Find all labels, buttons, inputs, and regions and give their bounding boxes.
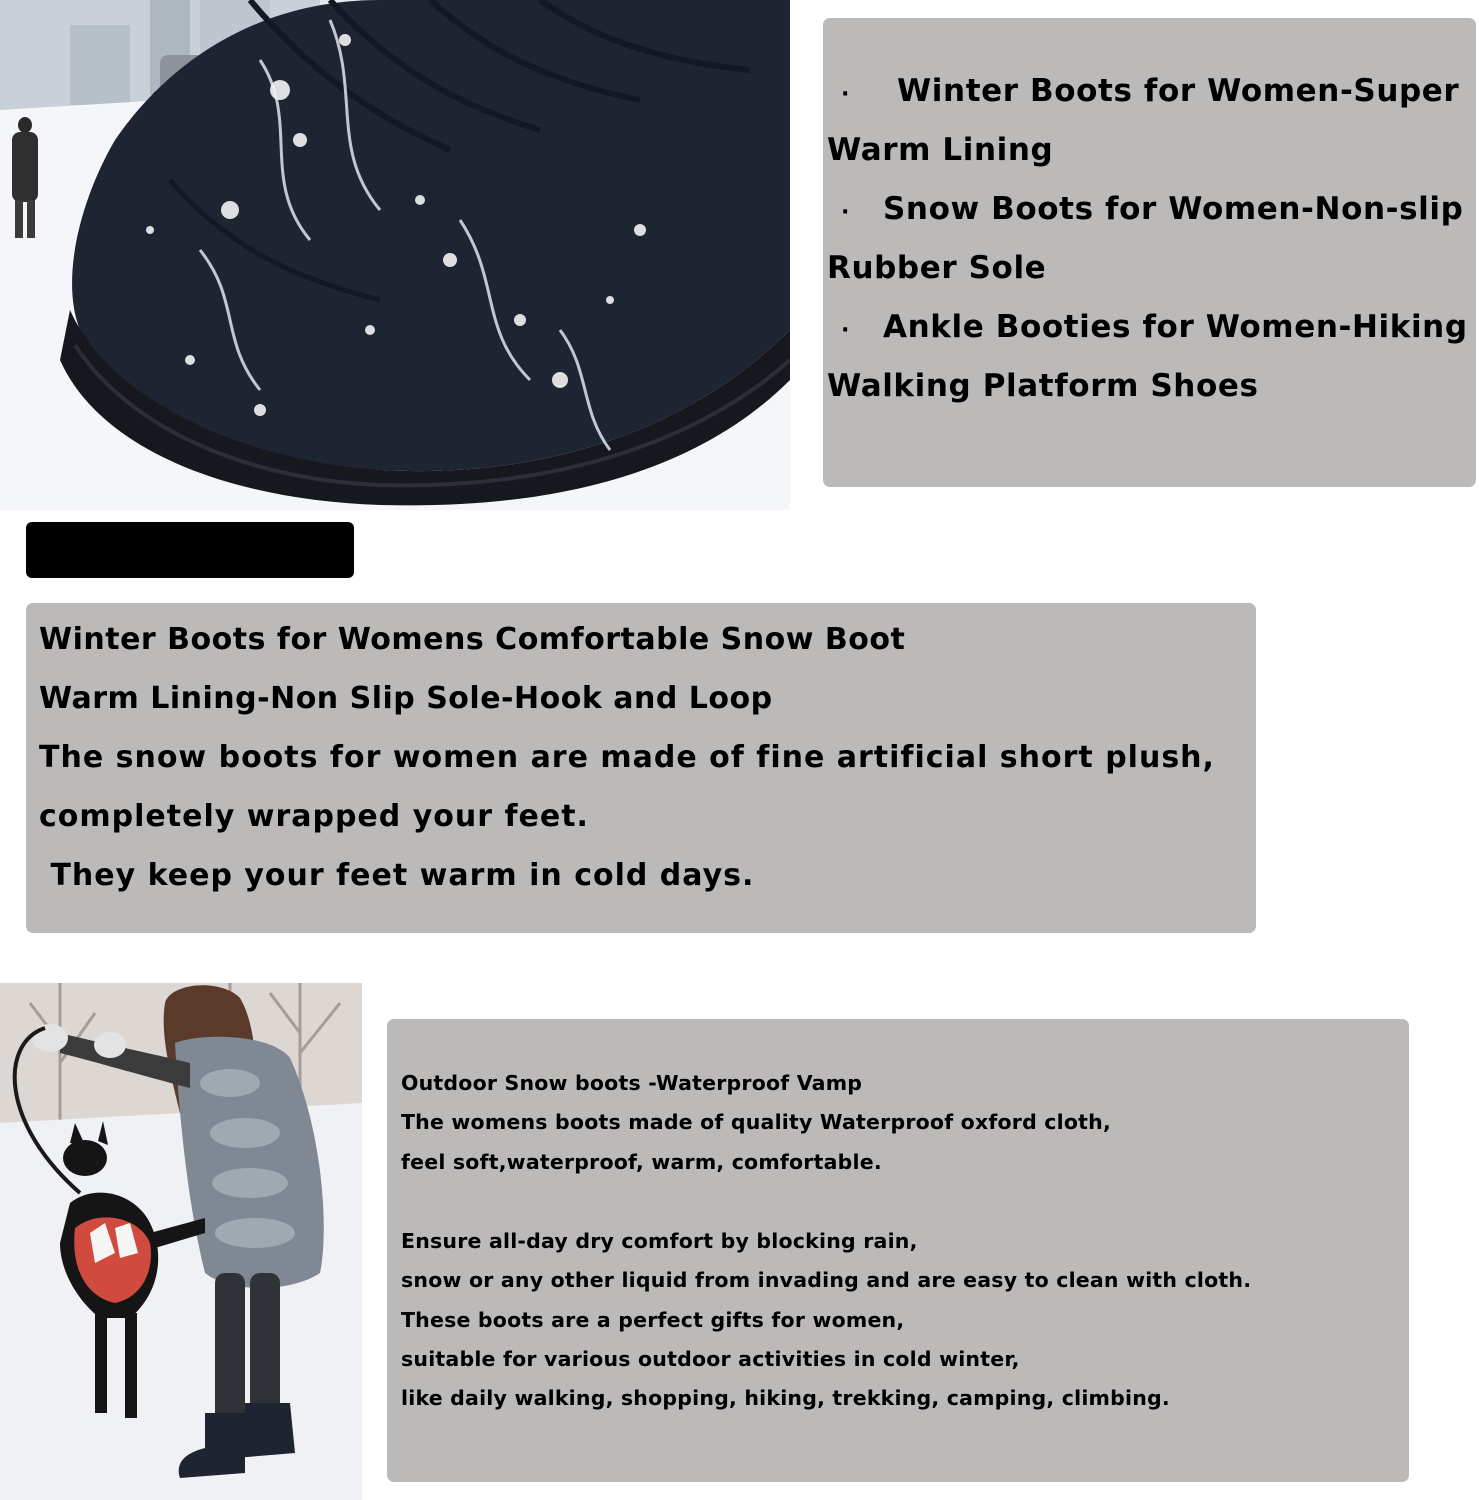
- details-text: The womens boots made of quality Waterproof oxford cloth,: [401, 1110, 1111, 1134]
- feature-list-panel: [823, 18, 1476, 487]
- description-text: The snow boots for women are made of fine artificial short plush,: [39, 740, 1215, 775]
- details-text: Ensure all-day dry comfort by blocking rain,: [401, 1229, 918, 1253]
- bullet-icon: ·: [841, 318, 850, 343]
- feature-item: · Snow Boots for Women-Non-slip: [827, 194, 1463, 225]
- feature-item: · Winter Boots for Women-Super: [827, 76, 1459, 107]
- bullet-icon: ·: [841, 200, 850, 225]
- details-heading: Outdoor Snow boots -Waterproof Vamp: [401, 1071, 863, 1095]
- woman-dog-photo: [0, 983, 362, 1500]
- description-panel: [26, 603, 1256, 933]
- boot-splash-photo: [0, 0, 790, 510]
- details-text: suitable for various outdoor activities in cold winter,: [401, 1347, 1020, 1371]
- feature-item-continued: Walking Platform Shoes: [827, 368, 1259, 404]
- feature-item-continued: Warm Lining: [827, 132, 1054, 168]
- details-text: feel soft,waterproof, warm, comfortable.: [401, 1150, 882, 1174]
- description-text: They keep your feet warm in cold days.: [39, 858, 755, 893]
- details-text: like daily walking, shopping, hiking, trekking, camping, climbing.: [401, 1386, 1170, 1410]
- bullet-icon: ·: [841, 82, 850, 107]
- description-title: Winter Boots for Womens Comfortable Snow Boot: [39, 622, 906, 657]
- description-text: completely wrapped your feet.: [39, 799, 589, 834]
- feature-item-continued: Rubber Sole: [827, 250, 1047, 286]
- details-panel: [387, 1019, 1409, 1482]
- details-text: These boots are a perfect gifts for women,: [401, 1308, 905, 1332]
- details-text: snow or any other liquid from invading and are easy to clean with cloth.: [401, 1268, 1252, 1292]
- black-label-bar: [26, 522, 354, 578]
- feature-item: · Ankle Booties for Women-Hiking: [827, 312, 1468, 343]
- description-subtitle: Warm Lining-Non Slip Sole-Hook and Loop: [39, 681, 773, 716]
